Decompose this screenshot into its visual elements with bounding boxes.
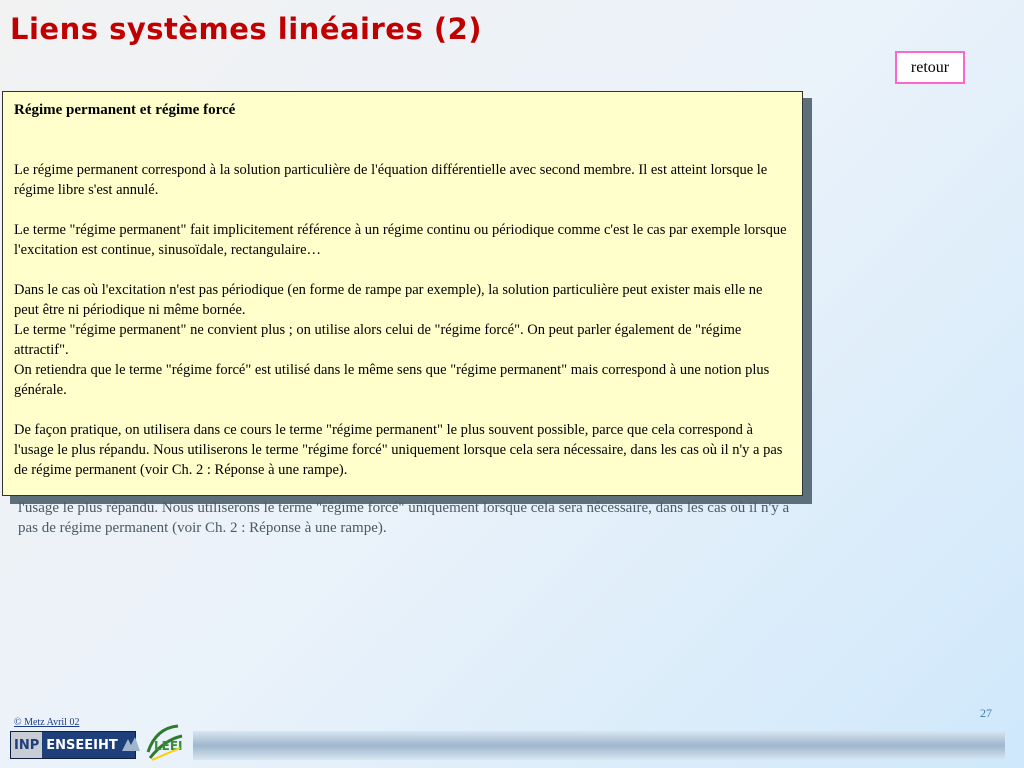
content-box bbox=[2, 91, 803, 496]
page-number: 27 bbox=[980, 706, 992, 720]
paragraph-4: Le terme "régime permanent" ne convient plus ; on utilise alors celui de "régime forcé". On peut parler également de "régime attractif". bbox=[14, 322, 742, 358]
svg-text:LEEI: LEEI bbox=[154, 739, 183, 753]
paragraph-1: Le régime permanent correspond à la solution particulière de l'équation différentielle avec second membre. Il est atteint lorsque le régime libre s'est annulé. bbox=[14, 162, 768, 198]
page-title: Liens systèmes linéaires (2) bbox=[10, 12, 483, 46]
leei-logo-icon bbox=[144, 722, 186, 762]
inp-logo-text: INP bbox=[11, 732, 42, 758]
shadow-text-echo: l'usage le plus répandu. Nous utiliserons le terme "régime forcé" uniquement lorsque cela sera nécessaire, dans les cas où il n'y a pas de régime permanent (voir Ch. 2 : Réponse à une rampe). bbox=[18, 500, 790, 536]
enseeiht-logo-text: ENSEEIHT bbox=[46, 737, 118, 753]
enseeiht-emblem-icon bbox=[120, 735, 142, 755]
paragraph-3: Dans le cas où l'excitation n'est pas périodique (en forme de rampe par exemple), la solution particulière peut exister mais elle ne peut être ni périodique ni même bornée. bbox=[14, 282, 763, 318]
retour-button[interactable]: retour bbox=[895, 51, 965, 84]
inp-enseeiht-logo bbox=[10, 731, 136, 759]
paragraph-2: Le terme "régime permanent" fait implicitement référence à un régime continu ou périodique comme c'est le cas par exemple lorsque l'excitation est continue, sinusoïdale, rectangulaire… bbox=[14, 222, 787, 258]
paragraph-5: On retiendra que le terme "régime forcé" est utilisé dans le même sens que "régime permanent" mais correspond à une notion plus générale. bbox=[14, 362, 770, 398]
copyright-link[interactable]: © Metz Avril 02 bbox=[14, 717, 80, 728]
section-heading: Régime permanent et régime forcé bbox=[14, 102, 236, 118]
footer-bar bbox=[193, 731, 1005, 760]
paragraph-6: De façon pratique, on utilisera dans ce cours le terme "régime permanent" le plus souvent possible, parce que cela correspond à l'usage le plus répandu. Nous utiliserons le terme "régime forcé" uniquement lorsque cela sera nécessaire, dans les cas où il n'y a pas de régime permanent (voir Ch. 2 : Réponse à une rampe). bbox=[14, 422, 783, 478]
